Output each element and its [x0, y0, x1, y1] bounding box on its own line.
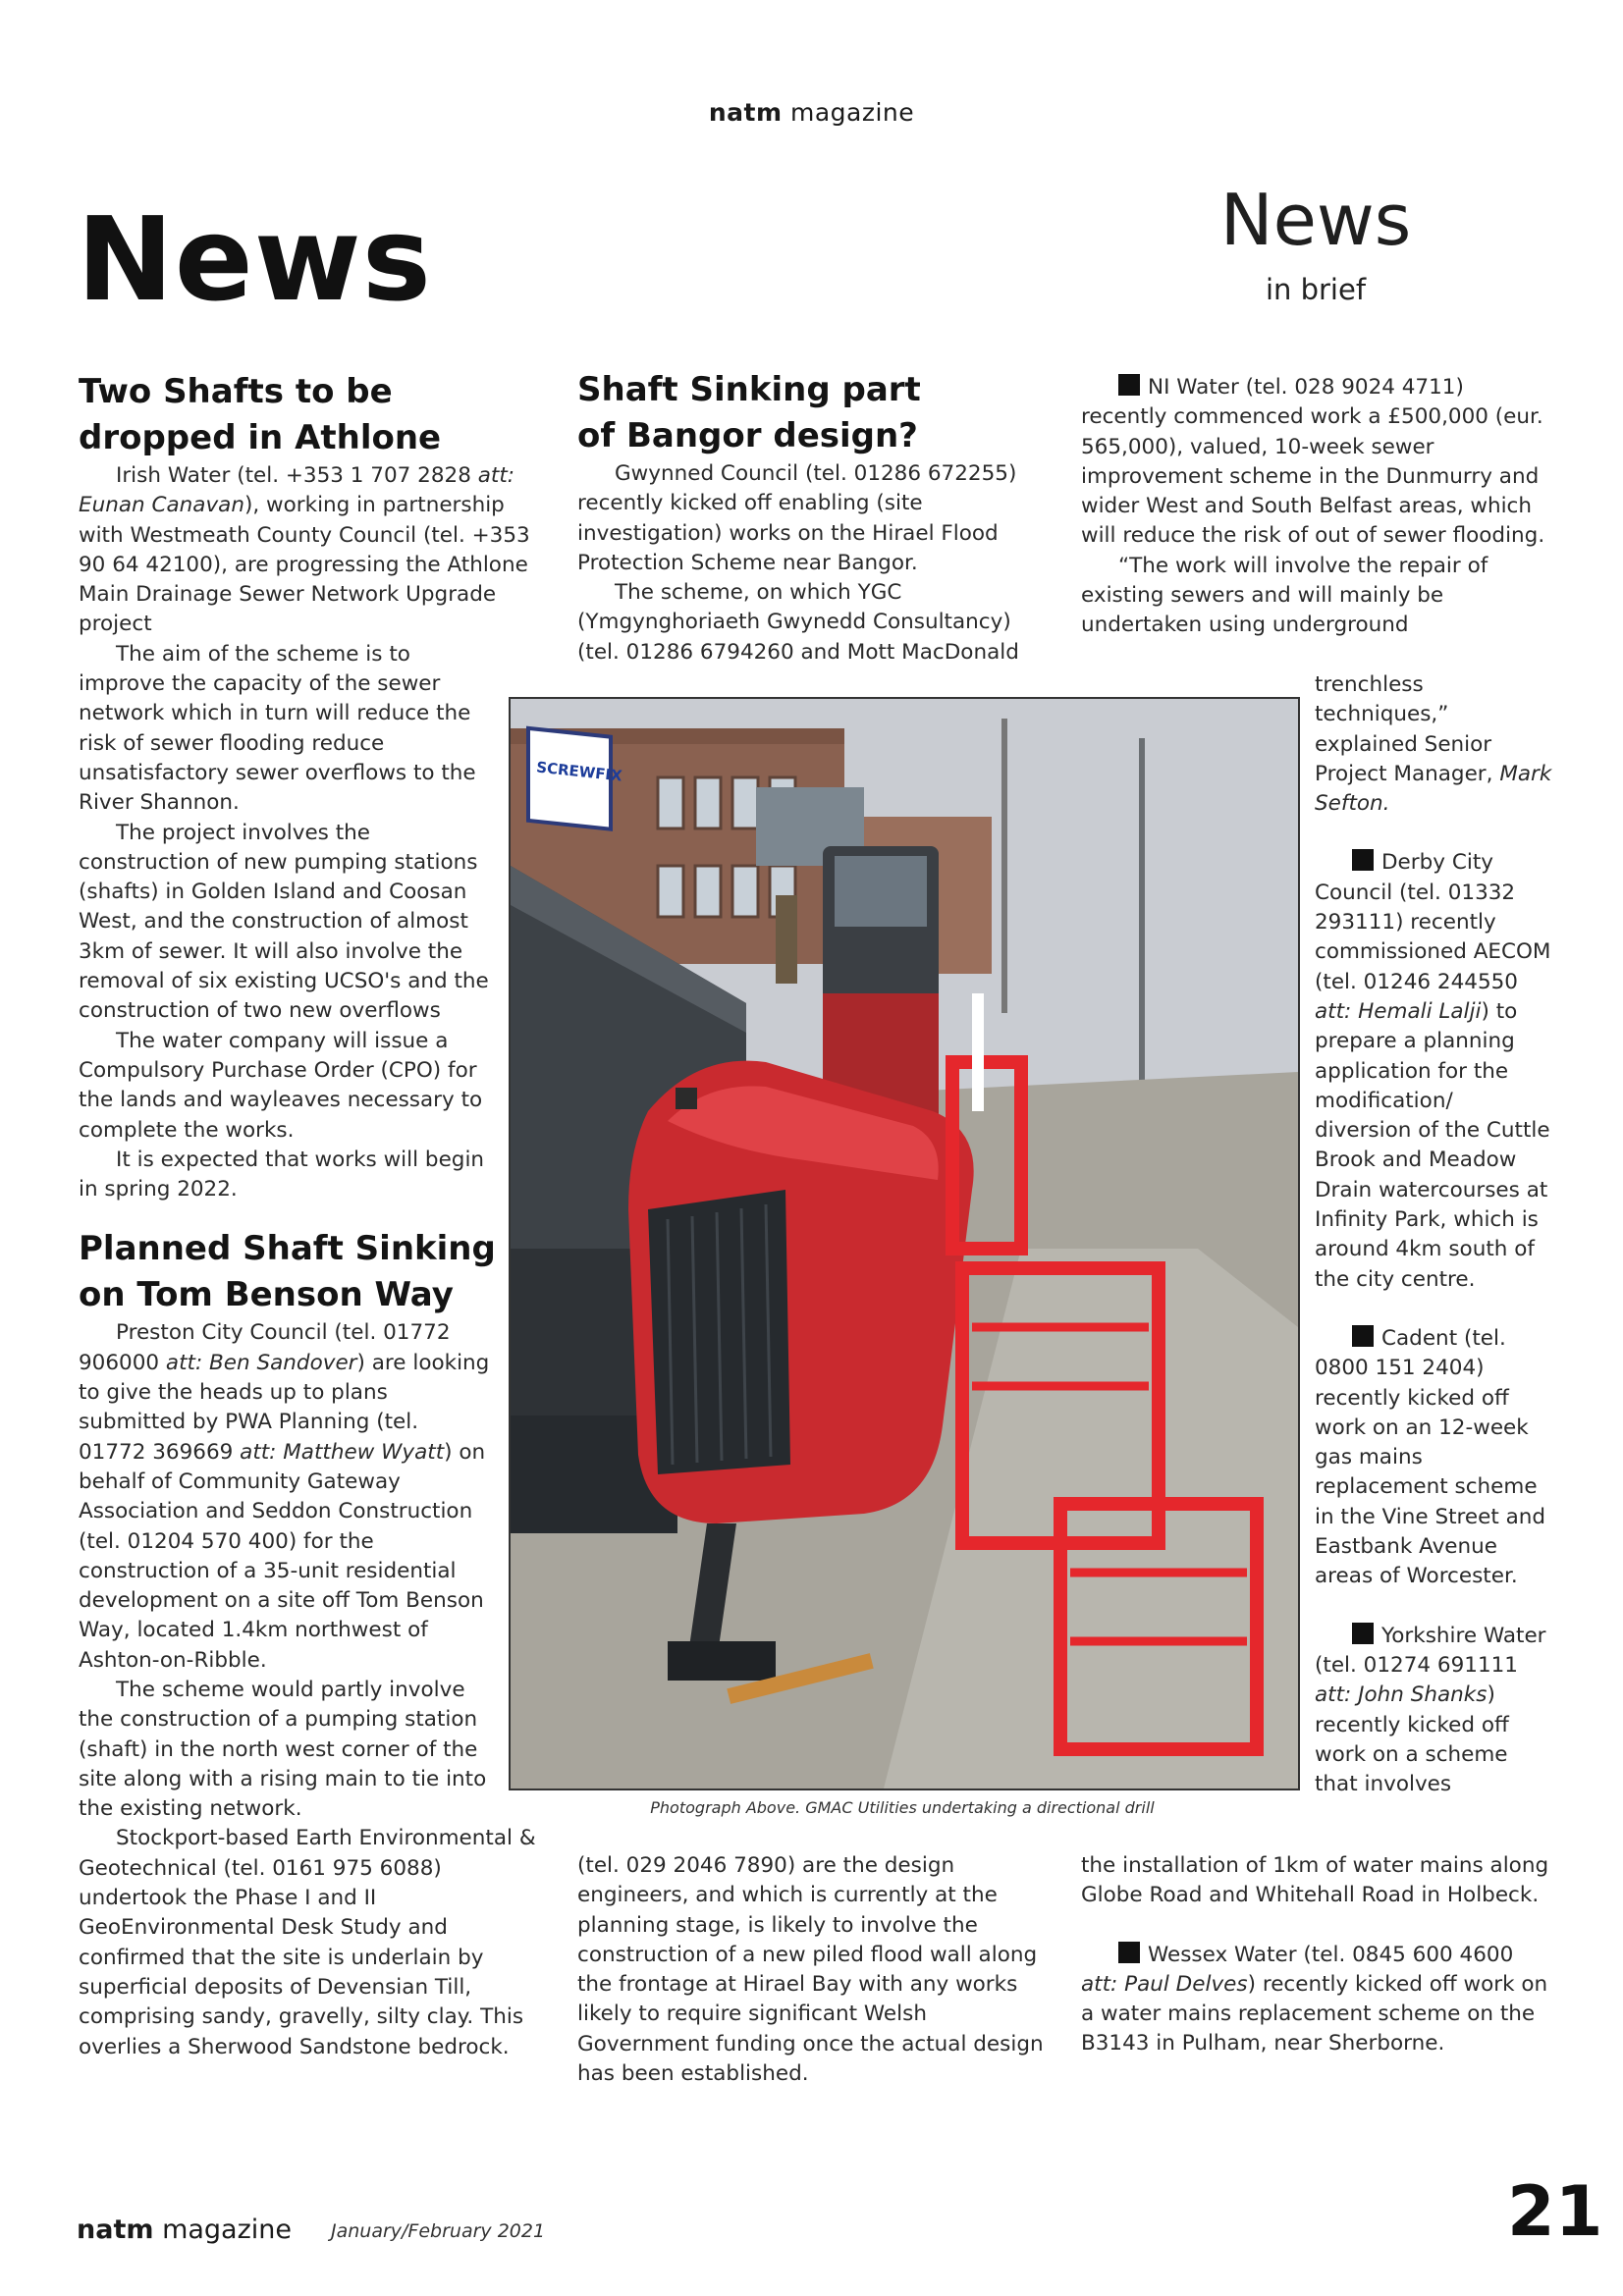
column-right-top — [1081, 373, 1552, 641]
brief-ni-water-2: “The work will involve the repair of existing sewers and will mainly be undertaken using underground — [1081, 553, 1488, 638]
tom-benson-heading — [79, 1226, 542, 1318]
page-title: News — [77, 191, 433, 327]
brief-yorkshire-2: the installation of 1km of water mains along Globe Road and Whitehall Road in Holbeck. — [1081, 1853, 1549, 1908]
tom-benson-paragraph-3: Stockport-based Earth Environmental & Geotechnical (tel. 0161 975 6088) undertook the Phase I and II GeoEnvironmental Desk Study and confirmed that the site is underlain by superficial deposits of Devensian Till, comprising sandy, gravelly, silty clay. This overlies a Sherwood Sandstone bedrock. — [79, 1826, 536, 2059]
athlone-paragraph-1: Irish Water (tel. +353 1 707 2828 att: Eunan Canavan), working in partnership with Westmeath County Council (tel. +353 90 64 42100), are progressing the Athlone Main Drainage Sewer Network Upgrade project — [79, 463, 530, 637]
in-brief-subtitle: in brief — [1265, 273, 1367, 306]
in-brief-title: News — [1219, 179, 1412, 261]
news-in-brief-heading — [1168, 179, 1463, 306]
athlone-body — [79, 461, 542, 640]
bullet-square-icon — [1352, 849, 1374, 871]
bangor-heading — [577, 367, 1041, 459]
footer-brand — [77, 2215, 292, 2245]
bullet-square-icon — [1118, 374, 1140, 396]
tom-benson-heading-line-2: on Tom Benson Way — [79, 1275, 454, 1315]
column-right-narrow — [1315, 670, 1554, 1799]
brief-wessex: Wessex Water (tel. 0845 600 4600 att: Paul Delves) recently kicked off work on a water mains replacement scheme on the B3143 in Pulham, near Sherborne. — [1081, 1942, 1548, 2056]
screwfix-sign: SCREWFIX — [535, 758, 623, 785]
drill-photo-illustration — [511, 699, 1298, 1789]
footer-issue-date: January/February 2021 — [331, 2220, 546, 2242]
drill-photograph — [509, 697, 1300, 1790]
bangor-paragraph-1: Gwynned Council (tel. 01286 672255) recently kicked off enabling (site investigation) works on the Hirael Flood Protection Scheme near Bangor. — [577, 461, 1017, 575]
photo-caption: Photograph Above. GMAC Utilities undertaking a directional drill — [650, 1798, 1155, 1817]
tom-benson-heading-line-1: Planned Shaft Sinking — [79, 1229, 496, 1269]
athlone-paragraph-3: The project involves the construction of new pumping stations (shafts) in Golden Island and Coosan West, and the construction of almost 3km of sewer. It will also involve the removal of six existing UCSO's and the construction of two new overflows — [79, 820, 489, 1024]
column-middle-bottom — [577, 1851, 1054, 2089]
tom-benson-paragraph-2: The scheme would partly involve the construction of a pumping station (shaft) in the north west corner of the site along with a rising main to tie into the existing network. — [79, 1677, 487, 1822]
athlone-paragraph-5: It is expected that works will begin in spring 2022. — [79, 1147, 485, 1202]
athlone-heading — [79, 369, 542, 461]
column-right-bottom — [1081, 1851, 1552, 2059]
tom-benson-paragraph-1: Preston City Council (tel. 01772 906000 att: Ben Sandover) are looking to give the heads up to plans submitted by PWA Planning (tel. 01772 369669 att: Matthew Wyatt) on behalf of Community Gateway Association and Seddon Construction (tel. 01204 570 400) for the construction of a 35-unit residential development on a site off Tom Benson Way, located 1.4km northwest of Ashton-on-Ribble. — [79, 1320, 490, 1673]
footer-brand-bold: natm — [77, 2215, 154, 2245]
brief-derby: Derby City Council (tel. 01332 293111) recently commissioned AECOM (tel. 01246 244550 att: Hemali Lalji) to prepare a planning application for the modification/ diversion of the Cuttle Brook and Meadow Drain watercourses at Infinity Park, which is around 4km south of the city centre. — [1315, 850, 1551, 1292]
column-left — [79, 369, 542, 2062]
bullet-square-icon — [1118, 1942, 1140, 1963]
athlone-paragraph-4: The water company will issue a Compulsory Purchase Order (CPO) for the lands and wayleaves necessary to complete the works. — [79, 1028, 483, 1143]
brief-cadent: Cadent (tel. 0800 151 2404) recently kicked off work on an 12-week gas mains replacement scheme in the Vine Street and Eastbank Avenue areas of Worcester. — [1315, 1325, 1546, 1589]
bangor-paragraph-2: The scheme, on which YGC (Ymgynghoriaeth Gwynedd Consultancy) (tel. 01286 6794260 and Mott MacDonald — [577, 580, 1019, 665]
brief-ni-water-1: NI Water (tel. 028 9024 4711) recently commenced work a £500,000 (eur. 565,000), valued, 10-week sewer improvement scheme in the Dunmurry and wider West and South Belfast areas, which will reduce the risk of out of sewer flooding. — [1081, 375, 1545, 549]
brief-ni-water-3: trenchless techniques,” explained Senior Project Manager, Mark Sefton. — [1315, 672, 1552, 817]
bangor-paragraph-2-continued: (tel. 029 2046 7890) are the design engineers, and which is currently at the planning stage, is likely to involve the construction of a new piled flood wall along the frontage at Hirael Bay with any works likely to require significant Welsh Government funding once the actual design has been established. — [577, 1853, 1044, 2087]
masthead-brand-rest: magazine — [782, 98, 915, 127]
page-number: 21 — [1507, 2171, 1603, 2252]
athlone-paragraph-2: The aim of the scheme is to improve the capacity of the sewer network which in turn will reduce the risk of sewer flooding reduce unsatisfactory sewer overflows to the River Shannon. — [79, 641, 476, 816]
tom-benson-body — [79, 1824, 542, 2061]
masthead-brand-bold: natm — [708, 98, 783, 127]
column-middle-top — [577, 367, 1041, 667]
bangor-body — [577, 459, 1041, 667]
bangor-heading-line-2: of Bangor design? — [577, 416, 918, 455]
athlone-heading-line-2: dropped in Athlone — [79, 418, 442, 457]
masthead — [0, 98, 1623, 127]
bangor-heading-line-1: Shaft Sinking part — [577, 370, 921, 409]
footer-brand-rest: magazine — [153, 2215, 292, 2245]
athlone-body-narrow — [79, 640, 491, 1205]
athlone-heading-line-1: Two Shafts to be — [79, 372, 393, 411]
bullet-square-icon — [1352, 1623, 1374, 1644]
brief-yorkshire-1: Yorkshire Water (tel. 01274 691111 att: John Shanks) recently kicked off work on a scheme that involves — [1315, 1623, 1546, 1797]
bullet-square-icon — [1352, 1325, 1374, 1347]
tom-benson-body-narrow — [79, 1318, 491, 1824]
